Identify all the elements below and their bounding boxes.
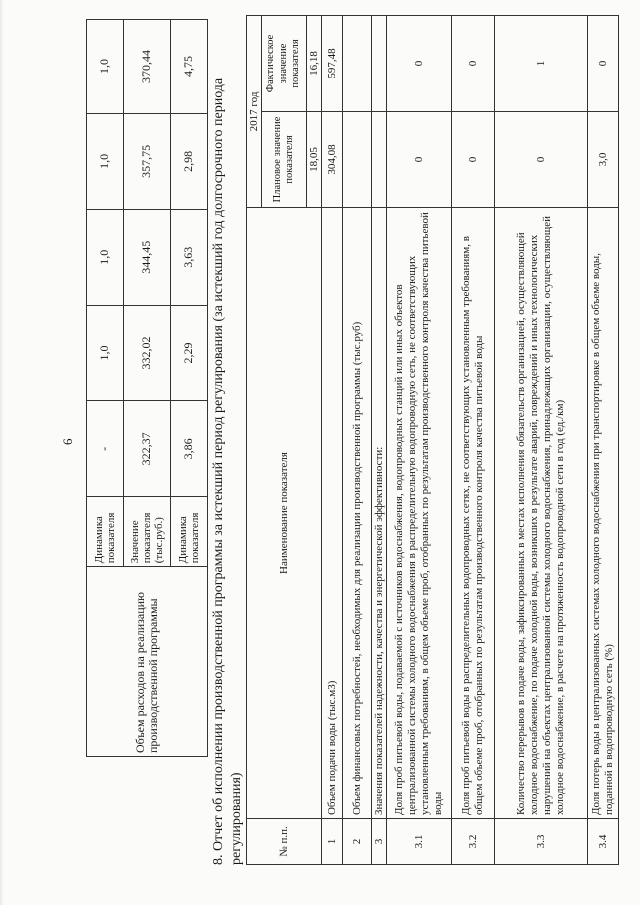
row-name: Количество перерывов в подаче воды, зафиксированных в местах исполнения обязательств организацией, осуществляющей холодное водоснабжение, по подаче холодной воды, возникших в результате аварий, повреждений и иных технологических нарушений на объектах централизованной системы холодного водоснабжения, принадлежащих организации, осуществляющей холодное водоснабжение, в расчете на протяженность водопроводной сети в год (ед./км) <box>495 207 588 818</box>
table-cell: 357,75 <box>124 113 171 209</box>
table-cell: 3,86 <box>171 401 208 497</box>
header-planned-value: 18,05 <box>307 111 322 207</box>
row-actual: 0 <box>588 16 619 112</box>
table-cell: 322,37 <box>124 401 171 497</box>
row-num: 3 <box>372 819 387 865</box>
row-caption: Динамика показателя <box>87 497 124 567</box>
header-year: 2017 год <box>247 16 262 208</box>
row-actual <box>372 16 387 112</box>
expenses-label: Объем расходов на реализацию производственной программы <box>87 567 208 757</box>
table-cell: 344,45 <box>124 209 171 305</box>
table-cell: 2,29 <box>171 305 208 401</box>
table-cell: 1,0 <box>87 20 124 114</box>
row-planned: 3,0 <box>588 111 619 207</box>
header-planned: Плановое значение показателя <box>262 111 307 207</box>
row-num: 3.2 <box>452 819 495 865</box>
table-cell: - <box>87 401 124 497</box>
header-row <box>247 16 262 865</box>
section-heading: 8. Отчет об исполнении производственной программы за истекший период регулирования (за истекший год долгосрочного периода регулирования) <box>211 77 244 865</box>
row-planned <box>343 111 372 207</box>
row-name: Доля проб питьевой воды, подаваемой с источников водоснабжения, водопроводных станций или иных объектов централизованной системы холодного водоснабжения в распределительную водопроводную сеть, не соответствующих установленным требованиям, в общем объеме проб, отобранных по результатам производственного контроля качества питьевой воды <box>387 207 452 818</box>
row-caption: Значение показателя (тыс.руб.) <box>124 497 171 567</box>
row-caption: Динамика показателя <box>171 497 208 567</box>
table-row <box>343 16 372 865</box>
header-name: Наименование показателя <box>247 207 322 818</box>
table-row <box>372 16 387 865</box>
table-cell: 370,44 <box>124 20 171 114</box>
table-row <box>588 16 619 865</box>
table-row <box>495 16 588 865</box>
table-cell: 1,0 <box>87 209 124 305</box>
table-cell: 3,63 <box>171 209 208 305</box>
table-row <box>452 16 495 865</box>
report-table <box>246 15 619 865</box>
row-planned: 0 <box>452 111 495 207</box>
row-num: 2 <box>343 819 372 865</box>
table-cell: 332,02 <box>124 305 171 401</box>
row-name: Объем финансовых потребностей, необходимых для реализации производственной программы (тыс.руб) <box>343 207 372 818</box>
table-cell: 1,0 <box>87 305 124 401</box>
row-actual <box>343 16 372 112</box>
row-name: Значения показателей надежности, качества и энергетической эффективности: <box>372 207 387 818</box>
row-planned: 0 <box>387 111 452 207</box>
table-cell: 1,0 <box>87 113 124 209</box>
row-actual: 1 <box>495 16 588 112</box>
row-name: Доля потерь воды в централизованных системах холодного водоснабжения при транспортировке в общем объеме воды, поданной в водопроводную сеть (%) <box>588 207 619 818</box>
row-actual: 597,48 <box>322 16 343 112</box>
header-actual-value: 16,18 <box>307 16 322 112</box>
row-num: 3.1 <box>387 819 452 865</box>
row-num: 3.3 <box>495 819 588 865</box>
row-num: 3.4 <box>588 819 619 865</box>
row-actual: 0 <box>387 16 452 112</box>
table-row <box>87 20 124 757</box>
row-planned: 304,08 <box>322 111 343 207</box>
header-num: № п.п. <box>247 819 322 865</box>
table-row <box>322 16 343 865</box>
expenses-table <box>86 19 208 757</box>
row-name: Доля проб питьевой воды в распределительных водопроводных сетях, не соответствующих установленным требованиям, в общем объеме проб, отобранных по результатам производственного контроля качества питьевой воды <box>452 207 495 818</box>
header-actual: Фактическое значение показателя <box>262 16 307 112</box>
row-num: 1 <box>322 819 343 865</box>
page-number: 6 <box>60 438 75 445</box>
row-planned: 0 <box>495 111 588 207</box>
table-row <box>387 16 452 865</box>
row-planned <box>372 111 387 207</box>
table-cell: 4,75 <box>171 20 208 114</box>
row-name: Объем подачи воды (тыс.м3) <box>322 207 343 818</box>
table-cell: 2,98 <box>171 113 208 209</box>
row-actual: 0 <box>452 16 495 112</box>
